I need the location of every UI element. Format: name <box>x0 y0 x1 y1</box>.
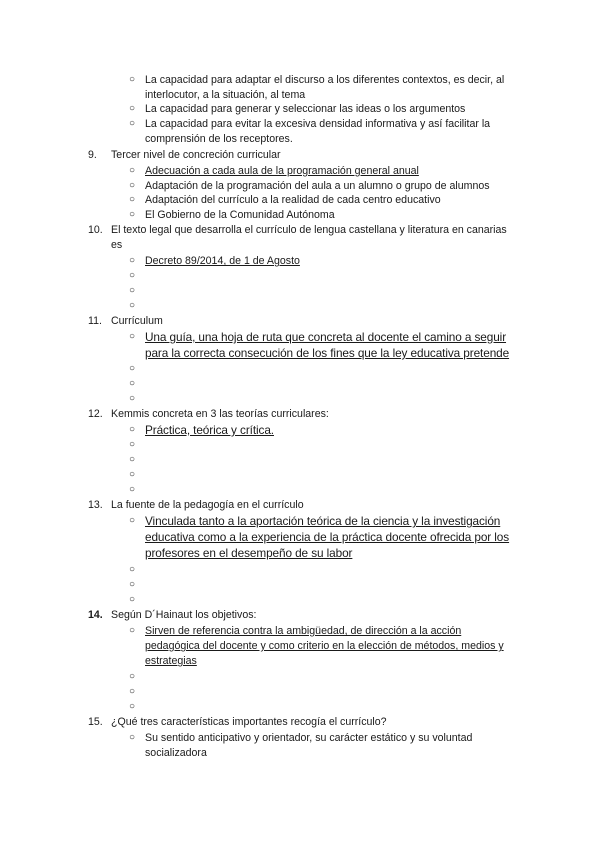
q13-answer-line-3: profesores en el desempeño de su labor <box>145 546 353 560</box>
q13-title: La fuente de la pedagogía en el currículo <box>111 499 304 511</box>
q8-option-1-line-2: interlocutor, a la situación, al tema <box>145 89 306 101</box>
bullet-circle-icon: ○ <box>129 701 136 712</box>
q10-option-1-answer: Decreto 89/2014, de 1 de Agosto <box>145 255 300 267</box>
bullet-circle-icon: ○ <box>129 469 136 480</box>
q8-option-3-line-2: comprensión de los receptores. <box>145 133 293 145</box>
bullet-circle-icon: ○ <box>129 424 136 435</box>
q8-option-2: La capacidad para generar y seleccionar las ideas o los argumentos <box>145 103 466 115</box>
bullet-circle-icon: ○ <box>129 118 136 129</box>
bullet-circle-icon: ○ <box>129 300 136 311</box>
q14-answer-line-3: estrategias <box>145 655 197 667</box>
q9-option-1-answer: Adecuación a cada aula de la programación general anual <box>145 165 419 177</box>
bullet-circle-icon: ○ <box>129 686 136 697</box>
q11-answer-line-1: Una guía, una hoja de ruta que concreta al docente el camino a seguir <box>145 330 507 344</box>
bullet-circle-icon: ○ <box>129 74 136 85</box>
bullet-circle-icon: ○ <box>129 594 136 605</box>
q8-option-3-line-1: La capacidad para evitar la excesiva densidad informativa y así facilitar la <box>145 118 491 130</box>
q15-title: ¿Qué tres características importantes recogía el currículo? <box>111 716 387 728</box>
bullet-circle-icon: ○ <box>129 165 136 176</box>
q10-title-line-1: El texto legal que desarrolla el currículo de lengua castellana y literatura en canarias <box>111 224 507 236</box>
q12-number: 12. <box>88 408 103 420</box>
bullet-circle-icon: ○ <box>129 270 136 281</box>
bullet-circle-icon: ○ <box>129 378 136 389</box>
q10-number: 10. <box>88 224 103 236</box>
bullet-circle-icon: ○ <box>129 732 136 743</box>
q13-answer-line-1: Vinculada tanto a la aportación teórica de la ciencia y la investigación <box>145 514 501 528</box>
bullet-circle-icon: ○ <box>129 393 136 404</box>
bullet-circle-icon: ○ <box>129 194 136 205</box>
bullet-circle-icon: ○ <box>129 255 136 266</box>
bullet-circle-icon: ○ <box>129 579 136 590</box>
q14-answer-line-1: Sirven de referencia contra la ambigüedad, de dirección a la acción <box>145 625 462 637</box>
bullet-circle-icon: ○ <box>129 671 136 682</box>
q11-title: Currículum <box>111 315 163 327</box>
bullet-circle-icon: ○ <box>129 331 136 342</box>
q9-number: 9. <box>88 149 97 161</box>
q10-title-line-2: es <box>111 239 123 251</box>
bullet-circle-icon: ○ <box>129 180 136 191</box>
bullet-circle-icon: ○ <box>129 103 136 114</box>
q9-title: Tercer nivel de concreción curricular <box>111 149 281 161</box>
q9-option-2: Adaptación de la programación del aula a un alumno o grupo de alumnos <box>145 180 490 192</box>
q11-number: 11. <box>88 315 102 327</box>
q8-option-1-line-1: La capacidad para adaptar el discurso a los diferentes contextos, es decir, al <box>145 74 505 86</box>
bullet-circle-icon: ○ <box>129 625 136 636</box>
bullet-circle-icon: ○ <box>129 285 136 296</box>
q9-option-3: Adaptación del currículo a la realidad de cada centro educativo <box>145 194 441 206</box>
q14-title: Según D´Hainaut los objetivos: <box>111 609 257 621</box>
bullet-circle-icon: ○ <box>129 363 136 374</box>
q13-number: 13. <box>88 499 103 511</box>
q11-answer-line-2: para la correcta consecución de los fines que la ley educativa pretende <box>145 346 510 360</box>
q12-title: Kemmis concreta en 3 las teorías curriculares: <box>111 408 329 420</box>
q15-option-line-2: socializadora <box>145 747 207 759</box>
bullet-circle-icon: ○ <box>129 515 136 526</box>
q13-answer-line-2: educativa como a la experiencia de la práctica docente ofrecida por los <box>145 530 510 544</box>
bullet-circle-icon: ○ <box>129 564 136 575</box>
bullet-circle-icon: ○ <box>129 439 136 450</box>
q15-option-line-1: Su sentido anticipativo y orientador, su carácter estático y su voluntad <box>145 732 473 744</box>
bullet-circle-icon: ○ <box>129 454 136 465</box>
q9-option-4: El Gobierno de la Comunidad Autónoma <box>145 209 335 221</box>
q14-answer-line-2: pedagógica del docente y como criterio en la elección de métodos, medios y <box>145 640 504 652</box>
q15-number: 15. <box>88 716 103 728</box>
bullet-circle-icon: ○ <box>129 209 136 220</box>
bullet-circle-icon: ○ <box>129 484 136 495</box>
q14-number: 14. <box>88 609 103 621</box>
q12-answer: Práctica, teórica y crítica. <box>145 423 274 437</box>
